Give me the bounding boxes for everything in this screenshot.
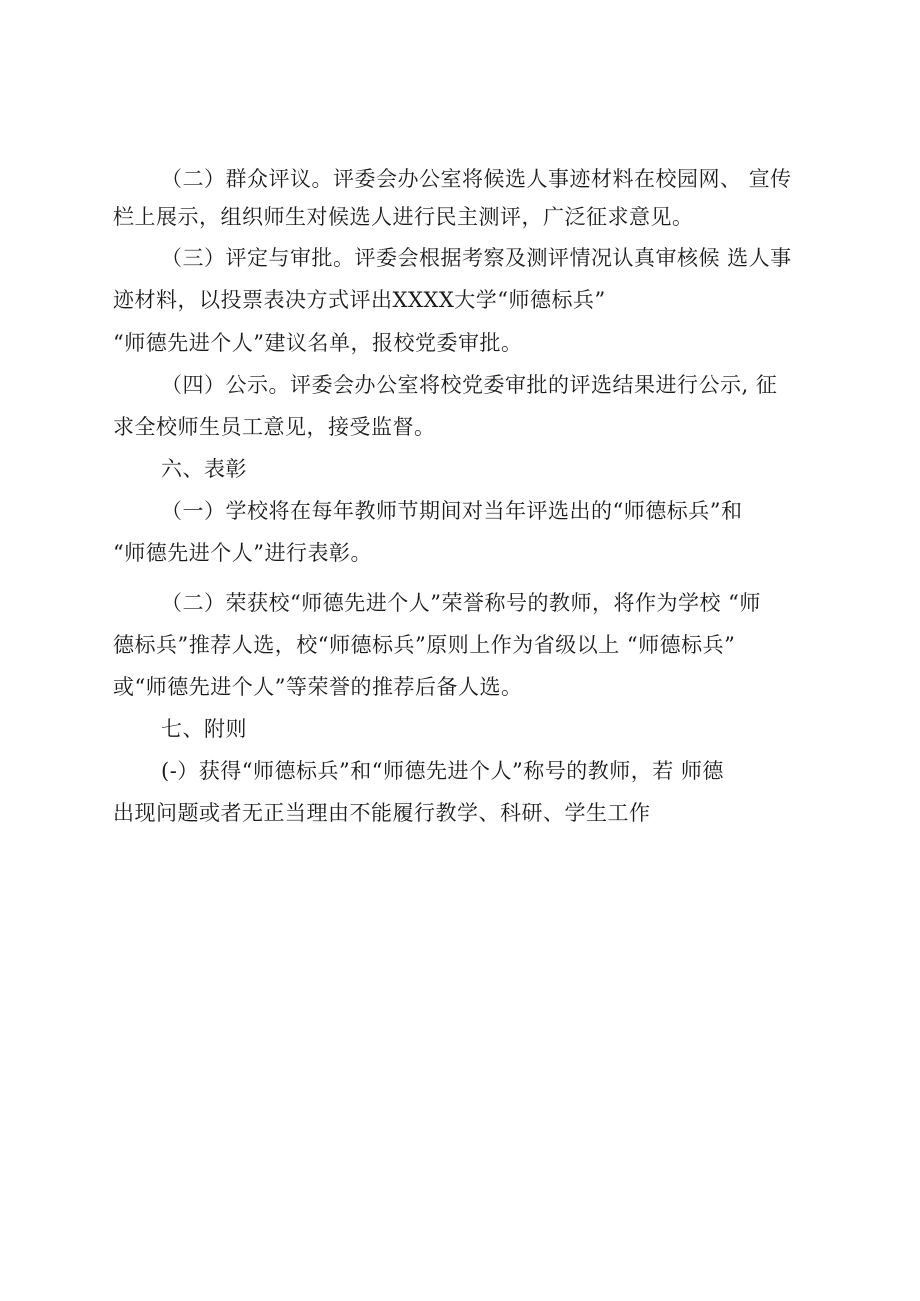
paragraph-6-1-line-2: “师德先进个人”进行表彰。 <box>113 541 372 565</box>
section-heading-7: 七、附则 <box>161 717 247 741</box>
paragraph-3-line-3: “师德先进个人”建议名单，报校党委审批。 <box>113 331 523 355</box>
paragraph-3-line-1: （三）评定与审批。评委会根据考察及测评情况认真审核候 选人事 <box>161 246 792 270</box>
paragraph-6-2-line-2: 德标兵”推荐人选，校“师德标兵”原则上作为省级以上 “师德标兵” <box>113 633 736 657</box>
paragraph-7-1-line-1: (-）获得“师德标兵”和“师德先进个人”称号的教师，若 师德 <box>161 759 724 783</box>
paragraph-6-2-line-3: 或“师德先进个人”等荣誉的推荐后备人选。 <box>113 675 523 699</box>
paragraph-6-2-line-1: （二）荣获校“师德先进个人”荣誉称号的教师，将作为学校 “师 <box>161 591 761 615</box>
paragraph-7-1-line-2: 出现问题或者无正当理由不能履行教学、科研、学生工作 <box>113 801 651 825</box>
section-heading-6: 六、表彰 <box>161 457 247 481</box>
paragraph-4-line-2: 求全校师生员工意见，接受监督。 <box>113 415 436 439</box>
paragraph-4-line-1: （四）公示。评委会办公室将校党委审批的评选结果进行公示, 征 <box>161 373 778 397</box>
paragraph-2-line-1: （二）群众评议。评委会办公室将候选人事迹材料在校园网、 宣传 <box>161 167 792 191</box>
paragraph-3-line-2: 迹材料，以投票表决方式评出XXXX大学“师德标兵” <box>113 288 606 312</box>
paragraph-6-1-line-1: （一）学校将在每年教师节期间对当年评选出的“师德标兵”和 <box>161 499 743 523</box>
paragraph-2-line-2: 栏上展示，组织师生对候选人进行民主测评，广泛征求意见。 <box>113 205 694 229</box>
